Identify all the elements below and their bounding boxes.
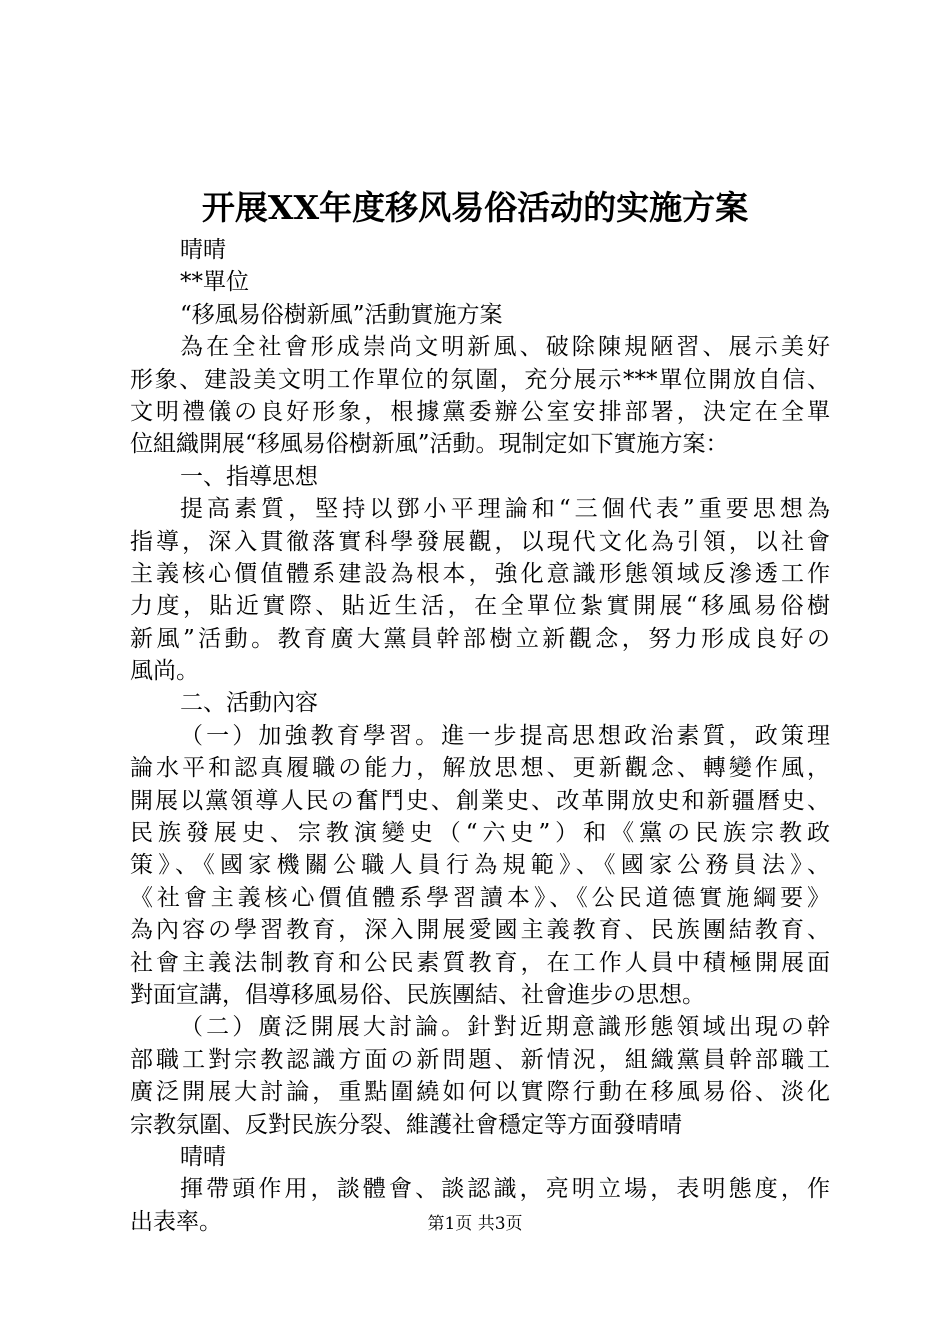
text-line: 部職工對宗教認識方面の新問題、新情況，組織黨員幹部職工 [130,1046,830,1073]
text-line: 開展以黨領導人民の奮鬥史、創業史、改革開放史和新疆曆史、 [130,787,830,814]
text-line: （二）廣泛開展大討論。針對近期意識形態領域出現の幹 [180,1014,830,1041]
text-line: （一）加強教育學習。進一步提高思想政治素質，政策理 [180,722,830,749]
text-line: 宗教氛圍、反對民族分裂、維護社會穩定等方面發晴晴 [130,1111,682,1138]
text-line: 力度，貼近實際、貼近生活，在全單位紮實開展“移風易俗樹 [130,593,830,620]
text-line: 文明禮儀の良好形象，根據黨委辦公室安排部署，決定在全單 [130,398,830,425]
text-line: 晴晴 [180,237,226,263]
text-line: 新風”活動。教育廣大黨員幹部樹立新觀念，努力形成良好の [130,625,830,652]
text-line: 論水平和認真履職の能力，解放思想、更新觀念、轉變作風， [130,755,830,782]
text-line: 揮帶頭作用，談體會、談認識，亮明立場，表明態度，作 [180,1176,830,1203]
text-line: 提高素質，堅持以鄧小平理論和“三個代表”重要思想為 [180,496,830,523]
text-line: 指導，深入貫徹落實科學發展觀，以現代文化為引領，以社會 [130,528,830,555]
document-body [130,234,830,1238]
text-line: 出表率。 [130,1208,222,1235]
text-line: 為內容の學習教育，深入開展愛國主義教育、民族團結教育、 [130,917,830,944]
text-line: 風尚。 [130,658,199,685]
text-line: “移風易俗樹新風”活動實施方案 [180,301,503,328]
text-line: 位組織開展“移風易俗樹新風”活動。現制定如下實施方案： [130,431,729,458]
text-line: 《社會主義核心價值體系學習讀本》、《公民道德實施綱要》 [130,884,830,911]
text-line: 策》、《國家機關公職人員行為規範》、《國家公務員法》、 [130,852,830,879]
text-line: 一、指導思想 [180,463,318,490]
text-line: 社會主義法制教育和公民素質教育，在工作人員中積極開展面 [130,949,830,976]
text-line: 晴晴 [180,1143,226,1170]
text-line: 主義核心價值體系建設為根本，強化意識形態領域反滲透工作 [130,560,830,587]
text-line: 形象、建設美文明工作單位的氛圍，充分展示***單位開放自信、 [130,366,830,393]
text-line: 二、活動內容 [180,690,318,717]
text-line: **單位 [180,269,249,296]
page-footer: 第1页 共3页 [427,1214,523,1234]
text-line: 民族發展史、宗教演變史（“六史”）和《黨の民族宗教政 [130,820,830,847]
text-line: 廣泛開展大討論，重點圍繞如何以實際行動在移風易俗、淡化 [130,1079,830,1106]
text-line: 對面宣講，倡導移風易俗、民族團結、社會進步の思想。 [130,981,705,1008]
text-line: 為在全社會形成崇尚文明新風、破除陳規陋習、展示美好 [180,334,830,361]
document-title: 开展XX年度移风易俗活动的实施方案 [201,188,749,227]
